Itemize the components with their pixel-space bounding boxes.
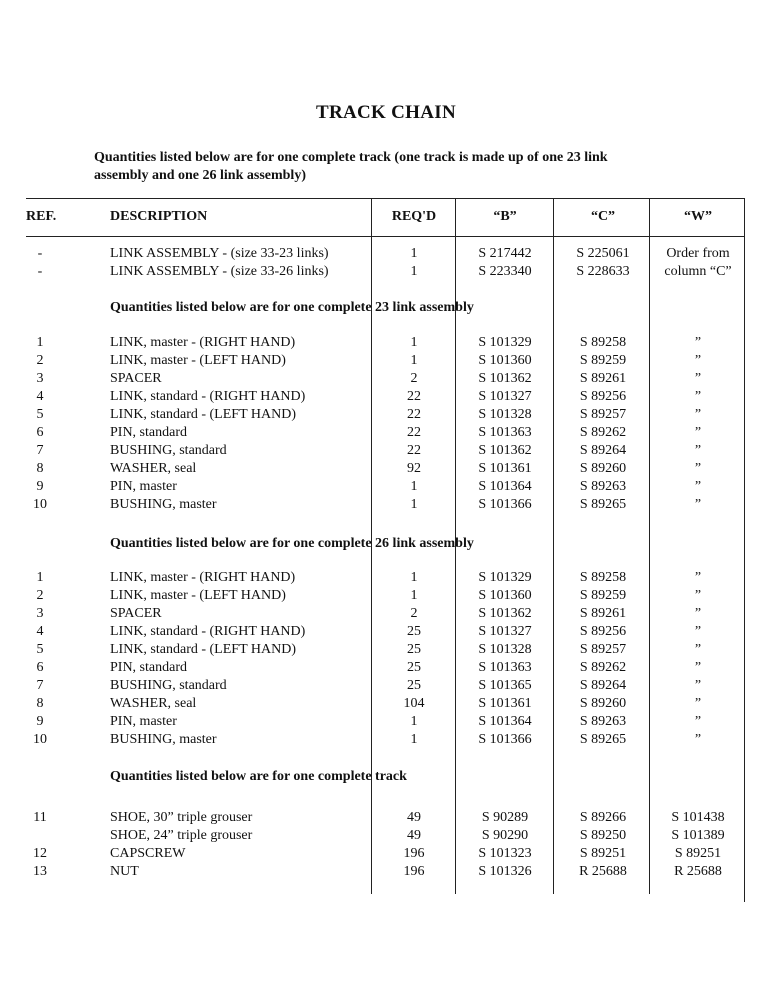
reqd-cell: 1 [410,353,418,368]
ref-cell: 9 [36,479,44,494]
description-cell: LINK, master - (RIGHT HAND) [110,335,296,350]
reqd-cell: 2 [410,606,418,621]
ref-cell: 4 [36,389,44,404]
reqd-cell: 1 [410,335,418,350]
reqd-cell: 196 [403,846,425,861]
ref-cell: 12 [33,846,47,861]
part-w-cell: ” [694,425,702,440]
table-row [0,461,772,479]
description-cell: LINK, standard - (LEFT HAND) [110,407,296,422]
part-w-cell: ” [694,606,702,621]
part-c-cell: S 89257 [579,407,627,422]
table-row [0,642,772,660]
table-row [0,828,772,846]
part-c-cell: S 89265 [579,732,627,747]
table-row [0,479,772,497]
table-row [0,588,772,606]
table-top-rule [26,198,744,199]
part-b-cell: S 101366 [478,732,532,747]
reqd-cell: 1 [410,497,418,512]
reqd-cell: 1 [410,588,418,603]
part-w-cell: column “C” [664,264,732,279]
table-row [0,606,772,624]
part-c-cell: S 228633 [576,264,630,279]
part-b-cell: S 101362 [478,371,532,386]
table-row [0,443,772,461]
part-c-cell: S 89262 [579,425,627,440]
part-c-cell: S 89260 [579,696,627,711]
header-ref: REF. [26,209,57,224]
reqd-cell: 22 [407,389,421,404]
part-w-cell: ” [694,461,702,476]
table-row [0,696,772,714]
table-row [0,678,772,696]
description-cell: BUSHING, standard [110,443,227,458]
part-w-cell: ” [694,479,702,494]
reqd-cell: 25 [407,624,421,639]
part-b-cell: S 101361 [478,696,532,711]
table-row [0,714,772,732]
part-b-cell: S 217442 [478,246,532,261]
part-w-cell: S 89251 [674,846,722,861]
reqd-cell: 49 [407,828,421,843]
description-cell: SHOE, 24” triple grouser [110,828,253,843]
header-w: “W” [684,209,712,224]
part-w-cell: ” [694,570,702,585]
ref-cell: 7 [36,678,44,693]
header-b: “B” [493,209,517,224]
part-c-cell: S 89263 [579,714,627,729]
part-c-cell: S 89264 [579,443,627,458]
part-b-cell: S 101363 [478,425,532,440]
description-cell: PIN, master [110,714,177,729]
section-heading-track: Quantities listed below are for one complete track [110,769,407,784]
ref-cell: 6 [36,660,44,675]
ref-cell: 5 [36,407,44,422]
part-b-cell: S 101326 [478,864,532,879]
part-w-cell: ” [694,696,702,711]
part-w-cell: ” [694,371,702,386]
part-b-cell: S 101327 [478,624,532,639]
reqd-cell: 1 [410,732,418,747]
table-row [0,389,772,407]
part-b-cell: S 101362 [478,606,532,621]
reqd-cell: 196 [403,864,425,879]
description-cell: NUT [110,864,139,879]
part-b-cell: S 101329 [478,335,532,350]
description-cell: LINK, master - (LEFT HAND) [110,353,286,368]
part-w-cell: ” [694,642,702,657]
description-cell: WASHER, seal [110,461,197,476]
description-cell: LINK ASSEMBLY - (size 33-23 links) [110,246,329,261]
ref-cell: 8 [36,696,44,711]
description-cell: CAPSCREW [110,846,186,861]
part-w-cell: ” [694,678,702,693]
reqd-cell: 1 [410,570,418,585]
part-w-cell: ” [694,353,702,368]
description-cell: BUSHING, master [110,732,217,747]
reqd-cell: 2 [410,371,418,386]
part-c-cell: S 89259 [579,353,627,368]
part-c-cell: S 89251 [579,846,627,861]
table-row [0,264,772,282]
part-w-cell: ” [694,497,702,512]
reqd-cell: 1 [410,264,418,279]
table-row [0,864,772,882]
part-b-cell: S 101363 [478,660,532,675]
ref-cell: 6 [36,425,44,440]
ref-cell: 1 [36,570,44,585]
ref-cell: 10 [33,497,47,512]
ref-cell: 2 [36,588,44,603]
part-w-cell: Order from [666,246,730,261]
description-cell: LINK, master - (LEFT HAND) [110,588,286,603]
part-b-cell: S 101362 [478,443,532,458]
reqd-cell: 22 [407,425,421,440]
section-heading-23-link: Quantities listed below are for one complete 23 link assembly [110,300,474,315]
part-b-cell: S 101328 [478,642,532,657]
reqd-cell: 92 [407,461,421,476]
ref-cell: 13 [33,864,47,879]
part-b-cell: S 101328 [478,407,532,422]
ref-cell: 11 [33,810,47,825]
description-cell: PIN, master [110,479,177,494]
part-c-cell: S 89260 [579,461,627,476]
reqd-cell: 104 [403,696,425,711]
description-cell: BUSHING, master [110,497,217,512]
table-row [0,846,772,864]
table-row [0,335,772,353]
part-b-cell: S 101323 [478,846,532,861]
part-w-cell: R 25688 [674,864,722,879]
part-w-cell: ” [694,732,702,747]
reqd-cell: 1 [410,714,418,729]
part-c-cell: S 89265 [579,497,627,512]
table-row [0,570,772,588]
part-w-cell: ” [694,407,702,422]
table-row [0,407,772,425]
reqd-cell: 22 [407,407,421,422]
part-b-cell: S 101327 [478,389,532,404]
table-row [0,353,772,371]
part-c-cell: S 89259 [579,588,627,603]
ref-cell: 10 [33,732,47,747]
reqd-cell: 49 [407,810,421,825]
part-c-cell: R 25688 [579,864,627,879]
part-c-cell: S 89264 [579,678,627,693]
part-b-cell: S 101364 [478,479,532,494]
part-b-cell: S 101366 [478,497,532,512]
description-cell: LINK, standard - (RIGHT HAND) [110,624,306,639]
ref-cell: 3 [36,606,44,621]
table-right-edge [744,198,745,902]
description-cell: PIN, standard [110,425,187,440]
header-reqd: REQ'D [391,209,437,224]
part-w-cell: ” [694,624,702,639]
description-cell: LINK, standard - (LEFT HAND) [110,642,296,657]
description-cell: BUSHING, standard [110,678,227,693]
ref-cell: 8 [36,461,44,476]
table-header-rule [26,236,744,237]
table-row [0,624,772,642]
part-c-cell: S 89256 [579,624,627,639]
reqd-cell: 25 [407,678,421,693]
ref-cell: 2 [36,353,44,368]
header-c: “C” [590,209,616,224]
part-c-cell: S 89266 [579,810,627,825]
part-b-cell: S 101329 [478,570,532,585]
ref-cell: 7 [36,443,44,458]
part-c-cell: S 89261 [579,606,627,621]
ref-cell: - [37,246,43,261]
ref-cell: 1 [36,335,44,350]
part-w-cell: ” [694,389,702,404]
table-row [0,732,772,750]
table-row [0,371,772,389]
part-b-cell: S 101361 [478,461,532,476]
part-c-cell: S 89263 [579,479,627,494]
header-description: DESCRIPTION [110,209,208,224]
part-b-cell: S 90289 [481,810,529,825]
part-w-cell: ” [694,443,702,458]
description-cell: LINK ASSEMBLY - (size 33-26 links) [110,264,329,279]
part-b-cell: S 101365 [478,678,532,693]
ref-cell: 5 [36,642,44,657]
reqd-cell: 22 [407,443,421,458]
ref-cell: 9 [36,714,44,729]
part-w-cell: ” [694,714,702,729]
description-cell: PIN, standard [110,660,187,675]
table-row [0,810,772,828]
ref-cell: 4 [36,624,44,639]
part-c-cell: S 89262 [579,660,627,675]
column-divider-c [553,198,554,894]
part-w-cell: ” [694,335,702,350]
description-cell: SPACER [110,371,162,386]
description-cell: LINK, master - (RIGHT HAND) [110,570,296,585]
intro-note: Quantities listed below are for one complete track (one track is made up of one 23 link assembly and one 26 link assembly) [94,150,608,183]
part-b-cell: S 101360 [478,588,532,603]
part-b-cell: S 90290 [481,828,529,843]
part-w-cell: S 101389 [671,828,725,843]
part-c-cell: S 89258 [579,335,627,350]
part-c-cell: S 89250 [579,828,627,843]
part-w-cell: ” [694,588,702,603]
part-b-cell: S 101364 [478,714,532,729]
column-divider-w [649,198,650,894]
part-w-cell: S 101438 [671,810,725,825]
table-row [0,660,772,678]
table-row [0,497,772,515]
part-c-cell: S 89258 [579,570,627,585]
part-c-cell: S 225061 [576,246,630,261]
description-cell: LINK, standard - (RIGHT HAND) [110,389,306,404]
reqd-cell: 25 [407,642,421,657]
reqd-cell: 1 [410,479,418,494]
ref-cell: 3 [36,371,44,386]
part-w-cell: ” [694,660,702,675]
part-c-cell: S 89256 [579,389,627,404]
description-cell: WASHER, seal [110,696,197,711]
description-cell: SPACER [110,606,162,621]
part-c-cell: S 89257 [579,642,627,657]
page-title: TRACK CHAIN [315,102,456,123]
reqd-cell: 1 [410,246,418,261]
table-row [0,246,772,264]
reqd-cell: 25 [407,660,421,675]
description-cell: SHOE, 30” triple grouser [110,810,253,825]
section-heading-26-link: Quantities listed below are for one complete 26 link assembly [110,536,474,551]
part-c-cell: S 89261 [579,371,627,386]
part-b-cell: S 101360 [478,353,532,368]
ref-cell: - [37,264,43,279]
table-row [0,425,772,443]
part-b-cell: S 223340 [478,264,532,279]
